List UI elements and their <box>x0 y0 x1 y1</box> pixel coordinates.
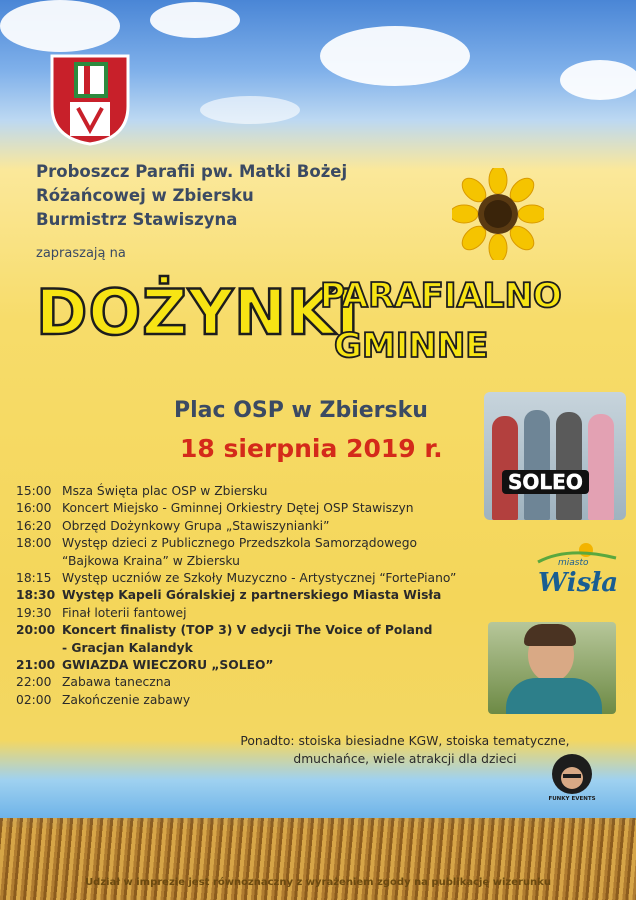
program-row <box>16 692 496 709</box>
program-row <box>16 674 496 691</box>
extra-line-2: dmuchańce, wiele atrakcji dla dzieci <box>293 752 517 766</box>
program-text: - Gracjan Kalandyk <box>62 640 193 655</box>
program-text: Występ dzieci z Publicznego Przedszkola Samorządowego <box>62 536 418 551</box>
program-time: 18:15 <box>16 571 52 586</box>
program-time: 16:20 <box>16 518 52 533</box>
title-sub-2: GMINNE <box>334 326 489 366</box>
program-row <box>16 518 496 535</box>
program-text: Koncert finalisty (TOP 3) V edycji The Voice of Poland <box>62 623 433 638</box>
invite-text: zapraszają na <box>36 246 126 261</box>
program-list <box>16 483 496 709</box>
program-time: 18:00 <box>16 536 52 551</box>
program-text: Finał loterii fantowej <box>62 605 187 620</box>
program-time: 19:30 <box>16 605 52 620</box>
program-row <box>16 622 496 639</box>
singer-photo <box>488 622 616 714</box>
program-text: Zakończenie zabawy <box>62 692 191 707</box>
sunflower-icon <box>452 168 544 260</box>
program-time: 15:00 <box>16 484 52 498</box>
program-row <box>16 570 496 587</box>
program-row <box>16 553 496 570</box>
program-text: Występ uczniów ze Szkoły Muzyczno - Artystycznej “FortePiano” <box>62 571 457 586</box>
program-row <box>16 657 496 674</box>
band-photo <box>484 392 626 520</box>
extra-info <box>208 732 602 768</box>
event-date: 18 sierpnia 2019 r. <box>180 434 443 463</box>
program-text: Zabawa taneczna <box>62 675 172 690</box>
organizer-line-1: Proboszcz Parafii pw. Matki Bożej <box>36 162 348 181</box>
title-main: DOŻYNKI <box>36 276 361 349</box>
program-time: 18:30 <box>16 588 56 603</box>
program-text: Występ Kapeli Góralskiej z partnerskiego Miasta Wisła <box>62 588 442 603</box>
program-time: 22:00 <box>16 675 52 690</box>
extra-line-1: Ponadto: stoiska biesiadne KGW, stoiska tematyczne, <box>240 734 570 748</box>
cloud <box>150 2 240 38</box>
cloud <box>320 26 470 86</box>
cloud <box>0 0 120 52</box>
program-row <box>16 483 496 500</box>
title-sub-1: PARAFIALNO <box>320 276 562 316</box>
funky-events-logo-icon <box>544 752 600 802</box>
program-time: 20:00 <box>16 623 56 638</box>
coat-of-arms-icon <box>48 52 132 146</box>
program-text: GWIAZDA WIECZORU „SOLEO” <box>62 658 274 673</box>
wisla-logo-text: Wisła <box>538 568 619 598</box>
program-time: 16:00 <box>16 501 52 516</box>
program-text: Msza Święta plac OSP w Zbiersku <box>62 484 268 498</box>
wisla-logo-small-text: miasto <box>558 558 589 568</box>
organizer-line-2: Różańcowej w Zbiersku <box>36 186 254 205</box>
organizer-line-3: Burmistrz Stawiszyna <box>36 210 238 229</box>
program-text: “Bajkowa Kraina” w Zbiersku <box>62 553 240 568</box>
program-time: 02:00 <box>16 692 52 707</box>
funky-events-label: FUNKY EVENTS <box>548 796 596 802</box>
program-row <box>16 587 496 604</box>
footer-note: Udział w imprezie jest równoznaczny z wyrażeniem zgody na publikację wizerunku <box>85 877 551 888</box>
program-row <box>16 605 496 622</box>
program-time: 21:00 <box>16 658 56 673</box>
event-place: Plac OSP w Zbiersku <box>174 398 428 423</box>
band-logo: SOLEO <box>502 470 589 494</box>
cloud <box>560 60 636 100</box>
program-text: Koncert Miejsko - Gminnej Orkiestry Dętej OSP Stawiszyn <box>62 501 414 516</box>
program-row <box>16 500 496 517</box>
program-row <box>16 535 496 552</box>
program-text: Obrzęd Dożynkowy Grupa „Stawiszynianki” <box>62 518 330 533</box>
program-row <box>16 640 496 657</box>
cloud <box>200 96 300 124</box>
